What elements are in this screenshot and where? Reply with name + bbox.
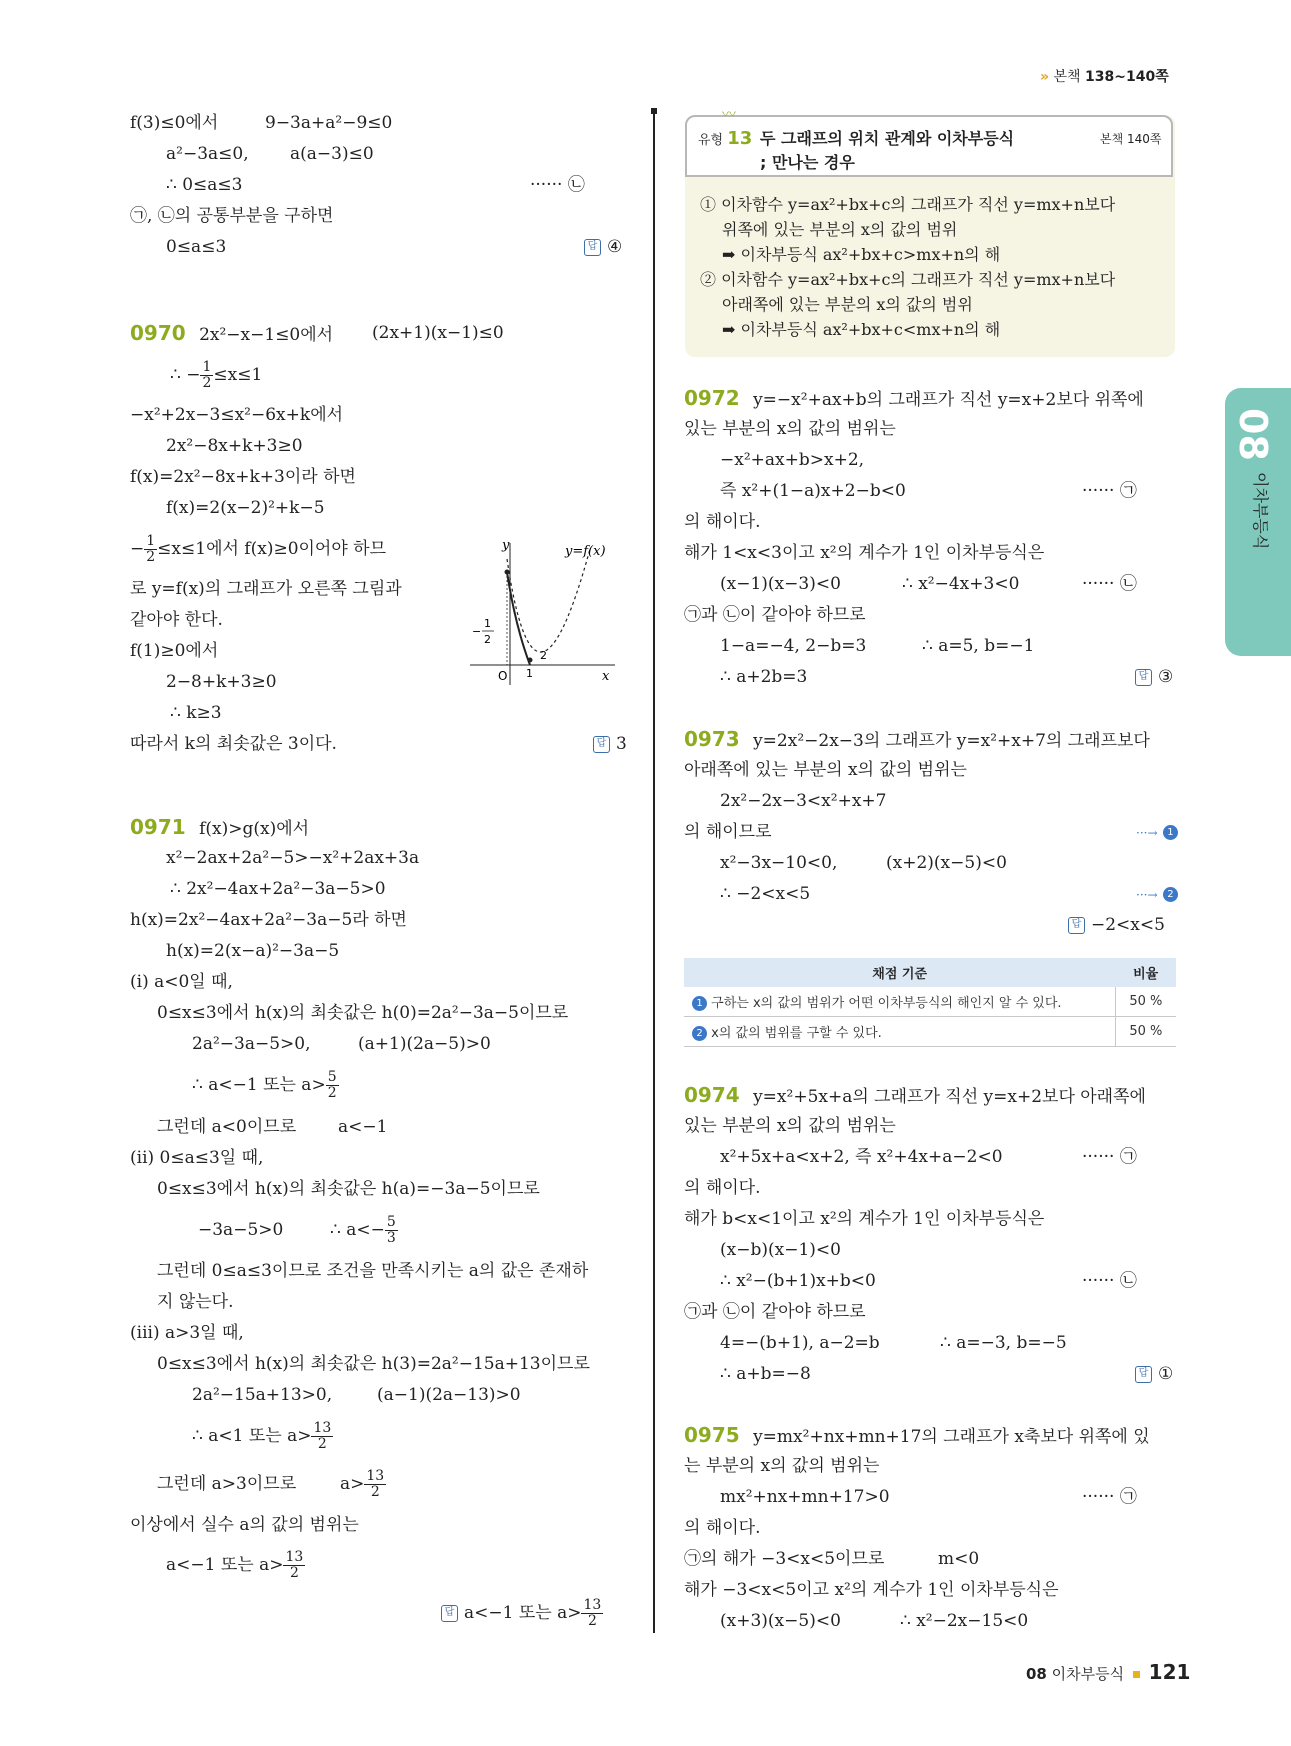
answer-icon: 답 xyxy=(584,239,601,256)
table-row: 2 x의 값의 범위를 구할 수 있다. 50 % xyxy=(684,1017,1176,1047)
type-item: 위쪽에 있는 부분의 x의 값의 범위 xyxy=(722,220,958,239)
type-item: 아래쪽에 있는 부분의 x의 값의 범위 xyxy=(722,295,973,314)
text-line: 해가 b<x<1이고 x²의 계수가 1인 이차부등식은 xyxy=(684,1209,1045,1229)
text-line: a²−3a≤0, xyxy=(166,144,249,164)
side-tab-number: 08 xyxy=(1231,408,1275,461)
fraction: $\frac{13}{2}$ xyxy=(366,1468,385,1500)
equation-mark: ······ ㉠ xyxy=(1082,481,1137,501)
tick-neg-sign: − xyxy=(472,625,482,638)
text-line: (x−b)(x−1)<0 xyxy=(720,1240,841,1260)
column-divider xyxy=(653,108,655,1633)
text-line: −x²+ax+b>x+2, xyxy=(720,450,865,470)
chapter-side-tab xyxy=(1225,388,1291,656)
text-line: 0≤x≤3에서 h(x)의 최솟값은 h(a)=−3a−5이므로 xyxy=(157,1179,540,1199)
text-line: ∴ a<−1 또는 a> $\frac{5}{2}$ xyxy=(192,1069,337,1101)
chapter-number: 08 xyxy=(1026,1665,1047,1683)
square-bullet-icon xyxy=(1133,1671,1140,1678)
text-line: 그런데 a>3이므로 xyxy=(157,1474,297,1494)
text-line: 해가 −3<x<5이고 x²의 계수가 1인 이차부등식은 xyxy=(684,1580,1059,1600)
text-line: x²+5x+a<x+2, 즉 x²+4x+a−2<0 xyxy=(720,1147,1003,1167)
text-line: (ii) 0≤a≤3일 때, xyxy=(130,1148,264,1168)
answer: 답 a<−1 또는 a> $\frac{13}{2}$ xyxy=(441,1598,603,1629)
text-line: (x+2)(x−5)<0 xyxy=(886,853,1007,873)
text-line: f(x)=2(x−2)²+k−5 xyxy=(166,498,325,518)
text-line: ∴ −2<x<5 xyxy=(720,884,811,904)
text-line: ∴ x²−2x−15<0 xyxy=(900,1611,1029,1631)
equation-mark: ······ ㉡ xyxy=(1082,574,1137,594)
problem-0971-line: 0971 f(x)>g(x)에서 xyxy=(130,815,310,839)
fraction: $\frac{13}{2}$ xyxy=(285,1549,304,1581)
text-line: ∴ k≥3 xyxy=(170,703,222,723)
problem-number: 0971 xyxy=(130,815,186,839)
text-line: 있는 부분의 x의 값의 범위는 xyxy=(684,419,896,439)
step-marker: ···→ 2 xyxy=(1136,879,1178,911)
text-line: ∴ a+2b=3 xyxy=(720,667,808,687)
text-line: −3a−5>0 xyxy=(198,1220,284,1240)
text-line: 그런데 0≤a≤3이므로 조건을 만족시키는 a의 값은 존재하 xyxy=(157,1261,589,1281)
text-line: f(3)≤0에서 xyxy=(130,113,219,133)
text-line: ∴ − $\frac{1}{2}$ ≤x≤1 xyxy=(170,359,263,391)
text-line: 지 않는다. xyxy=(157,1292,234,1312)
type-title: 두 그래프의 위치 관계와 이차부등식 xyxy=(760,129,1015,148)
problem-number: 0975 xyxy=(684,1423,740,1447)
problem-0974-line: 0974 y=x²+5x+a의 그래프가 직선 y=x+2보다 아래쪽에 xyxy=(684,1083,1146,1107)
page-footer xyxy=(1026,1660,1190,1684)
equation-mark: ······ ㉠ xyxy=(1082,1487,1137,1507)
text-line: h(x)=2x²−4ax+2a²−3a−5라 하면 xyxy=(130,910,407,930)
type-item: ➡ 이차부등식 ax²+bx+c<mx+n의 해 xyxy=(722,320,1001,339)
answer: 답 ④ xyxy=(584,232,622,263)
text-line: ∴ a=5, b=−1 xyxy=(922,636,1035,656)
text-line: 2−8+k+3≥0 xyxy=(166,672,277,692)
curve-label: y=f(x) xyxy=(565,544,606,559)
answer: 답 −2<x<5 xyxy=(1068,910,1165,941)
problem-0973-line: 0973 y=2x²−2x−3의 그래프가 y=x²+x+7의 그래프보다 xyxy=(684,727,1150,751)
text-line: 해가 1<x<3이고 x²의 계수가 1인 이차부등식은 xyxy=(684,543,1045,563)
text-line: (iii) a>3일 때, xyxy=(130,1323,244,1343)
parabola-graph xyxy=(460,535,640,695)
problem-0972-line: 0972 y=−x²+ax+b의 그래프가 직선 y=x+2보다 위쪽에 xyxy=(684,386,1144,410)
answer-icon: 답 xyxy=(441,1605,458,1622)
origin-label: O xyxy=(498,669,508,683)
text-line: 는 부분의 x의 값의 범위는 xyxy=(684,1456,880,1476)
answer-icon: 답 xyxy=(1135,1366,1152,1383)
fraction: $\frac{1}{2}$ xyxy=(202,359,212,391)
equation-mark: ······ ㉡ xyxy=(530,175,585,195)
table-header: 비율 xyxy=(1115,958,1176,987)
text-line: 아래쪽에 있는 부분의 x의 값의 범위는 xyxy=(684,760,967,780)
endpoint-right xyxy=(528,658,533,663)
fraction: $\frac{1}{2}$ xyxy=(146,533,156,565)
text-line: (x+3)(x−5)<0 xyxy=(720,1611,841,1631)
problem-number: 0974 xyxy=(684,1083,740,1107)
text-line: ㉠과 ㉡이 같아야 하므로 xyxy=(684,605,866,625)
text-line: ∴ a<1 또는 a> $\frac{13}{2}$ xyxy=(192,1420,332,1452)
problem-number: 0972 xyxy=(684,386,740,410)
tick-two: 2 xyxy=(540,649,547,662)
type-item: ② 이차함수 y=ax²+bx+c의 그래프가 직선 y=mx+n보다 xyxy=(700,270,1116,289)
text-line: 1−a=−4, 2−b=3 xyxy=(720,636,867,656)
text-line: 의 해이다. xyxy=(684,1518,761,1538)
text-line: − $\frac{1}{2}$ ≤x≤1에서 f(x)≥0이어야 하므 xyxy=(130,533,387,565)
fraction: $\frac{13}{2}$ xyxy=(313,1420,332,1452)
chapter-title: 이차부등식 xyxy=(1051,1665,1125,1683)
text-line: x²−3x−10<0, xyxy=(720,853,838,873)
text-line: ∴ a=−3, b=−5 xyxy=(940,1333,1067,1353)
text-line: ∴ a+b=−8 xyxy=(720,1364,811,1384)
x-axis-label: x xyxy=(602,669,610,684)
fraction: $\frac{13}{2}$ xyxy=(583,1597,602,1629)
text-line: 0≤x≤3에서 h(x)의 최솟값은 h(3)=2a²−15a+13이므로 xyxy=(157,1354,590,1374)
answer-icon: 답 xyxy=(1068,917,1085,934)
equation-mark: ······ ㉠ xyxy=(1082,1147,1137,1167)
text-line: m<0 xyxy=(938,1549,980,1569)
step-icon: 1 xyxy=(1163,825,1178,840)
type-subtitle: ; 만나는 경우 xyxy=(760,153,855,172)
answer-icon: 답 xyxy=(1135,669,1152,686)
text-line: 2x²−8x+k+3≥0 xyxy=(166,436,303,456)
problem-0970-line: 0970 2x²−x−1≤0에서 xyxy=(130,321,334,345)
text-line: ㉠과 ㉡이 같아야 하므로 xyxy=(684,1302,866,1322)
page-number: 121 xyxy=(1148,1660,1191,1684)
text-line: 그런데 a<0이므로 xyxy=(157,1117,297,1137)
type-ref: 본책 140쪽 xyxy=(1100,132,1162,146)
text-line: f(x)=2x²−8x+k+3이라 하면 xyxy=(130,467,356,487)
text-line: 의 해이므로 xyxy=(684,822,772,842)
type-label: 유형 13 xyxy=(698,128,753,149)
text-line: 4=−(b+1), a−2=b xyxy=(720,1333,880,1353)
tick-one: 1 xyxy=(526,667,533,680)
text-line: 2a²−3a−5>0, xyxy=(192,1034,311,1054)
text-line: (a−1)(2a−13)>0 xyxy=(377,1385,521,1405)
text-line: ∴ x²−(b+1)x+b<0 xyxy=(720,1271,876,1291)
y-axis-label: y xyxy=(502,538,510,553)
step-marker: ···→ 1 xyxy=(1136,817,1178,849)
parabola-dashed xyxy=(507,549,590,652)
text-line: a> $\frac{13}{2}$ xyxy=(340,1468,385,1500)
table-header: 채점 기준 xyxy=(684,958,1115,987)
problem-number: 0973 xyxy=(684,727,740,751)
side-tab-title: 이차부등식 xyxy=(1251,472,1270,550)
text-line: ∴ 0≤a≤3 xyxy=(166,175,243,195)
text-line: 0≤a≤3 xyxy=(166,237,227,257)
zigzag-icon: 〰 xyxy=(722,107,736,123)
text-line: x²−2ax+2a²−5>−x²+2ax+3a xyxy=(166,848,420,868)
text-line: ㉠, ㉡의 공통부분을 구하면 xyxy=(130,206,334,226)
answer-icon: 답 xyxy=(593,736,610,753)
text-line: 0≤x≤3에서 h(x)의 최솟값은 h(0)=2a²−3a−5이므로 xyxy=(157,1003,569,1023)
text-line: (a+1)(2a−5)>0 xyxy=(358,1034,491,1054)
fraction: $\frac{5}{3}$ xyxy=(386,1214,396,1246)
book-reference: » 본책 138~140쪽 xyxy=(1040,69,1169,85)
step-icon: 2 xyxy=(692,1026,707,1041)
text-line: a<−1 xyxy=(338,1117,388,1137)
text-line: ㉠의 해가 −3<x<5이므로 xyxy=(684,1549,885,1569)
text-line: ∴ 2x²−4ax+2a²−3a−5>0 xyxy=(170,879,386,899)
text-line: 같아야 한다. xyxy=(130,610,223,630)
table-row: 1 구하는 x의 값의 범위가 어떤 이차부등식의 해인지 알 수 있다. 50 % xyxy=(684,987,1176,1017)
tick-neg-den: 2 xyxy=(484,633,491,646)
text-line: 따라서 k의 최솟값은 3이다. xyxy=(130,734,337,754)
answer: 답 3 xyxy=(593,729,627,760)
problem-number: 0970 xyxy=(130,321,186,345)
step-icon: 2 xyxy=(1163,887,1178,902)
text-line: 2a²−15a+13>0, xyxy=(192,1385,333,1405)
text-line: 즉 x²+(1−a)x+2−b<0 xyxy=(720,481,906,501)
divider-marker xyxy=(651,108,657,114)
text-line: h(x)=2(x−a)²−3a−5 xyxy=(166,941,340,961)
text-line: (2x+1)(x−1)≤0 xyxy=(372,323,504,343)
type-item: ➡ 이차부등식 ax²+bx+c>mx+n의 해 xyxy=(722,245,1001,264)
fraction: $\frac{5}{2}$ xyxy=(327,1069,337,1101)
equation-mark: ······ ㉡ xyxy=(1082,1271,1137,1291)
text-line: 로 y=f(x)의 그래프가 오른쪽 그림과 xyxy=(130,579,402,599)
text-line: a<−1 또는 a> $\frac{13}{2}$ xyxy=(166,1549,304,1581)
text-line: 이상에서 실수 a의 값의 범위는 xyxy=(130,1515,359,1535)
text-line: f(1)≥0에서 xyxy=(130,641,219,661)
text-line: ∴ x²−4x+3<0 xyxy=(902,574,1020,594)
answer: 답 ① xyxy=(1135,1359,1173,1390)
text-line: (x−1)(x−3)<0 xyxy=(720,574,841,594)
text-line: 의 해이다. xyxy=(684,1178,761,1198)
text-line: ∴ a<− $\frac{5}{3}$ xyxy=(330,1214,396,1246)
answer: 답 ③ xyxy=(1135,662,1173,693)
tick-neg-num: 1 xyxy=(484,617,491,630)
text-line: (i) a<0일 때, xyxy=(130,972,233,992)
text-line: a(a−3)≤0 xyxy=(290,144,374,164)
type-item: ① 이차함수 y=ax²+bx+c의 그래프가 직선 y=mx+n보다 xyxy=(700,195,1116,214)
text-line: −x²+2x−3≤x²−6x+k에서 xyxy=(130,405,344,425)
problem-0975-line: 0975 y=mx²+nx+mn+17의 그래프가 x축보다 위쪽에 있 xyxy=(684,1423,1150,1447)
text-line: 의 해이다. xyxy=(684,512,761,532)
scoring-table xyxy=(684,958,1176,1047)
text-line: 2x²−2x−3<x²+x+7 xyxy=(720,791,887,811)
text-line: mx²+nx+mn+17>0 xyxy=(720,1487,890,1507)
step-icon: 1 xyxy=(692,996,707,1011)
double-chevron-icon: » xyxy=(1040,69,1050,85)
text-line: 9−3a+a²−9≤0 xyxy=(265,113,393,133)
text-line: 있는 부분의 x의 값의 범위는 xyxy=(684,1116,896,1136)
